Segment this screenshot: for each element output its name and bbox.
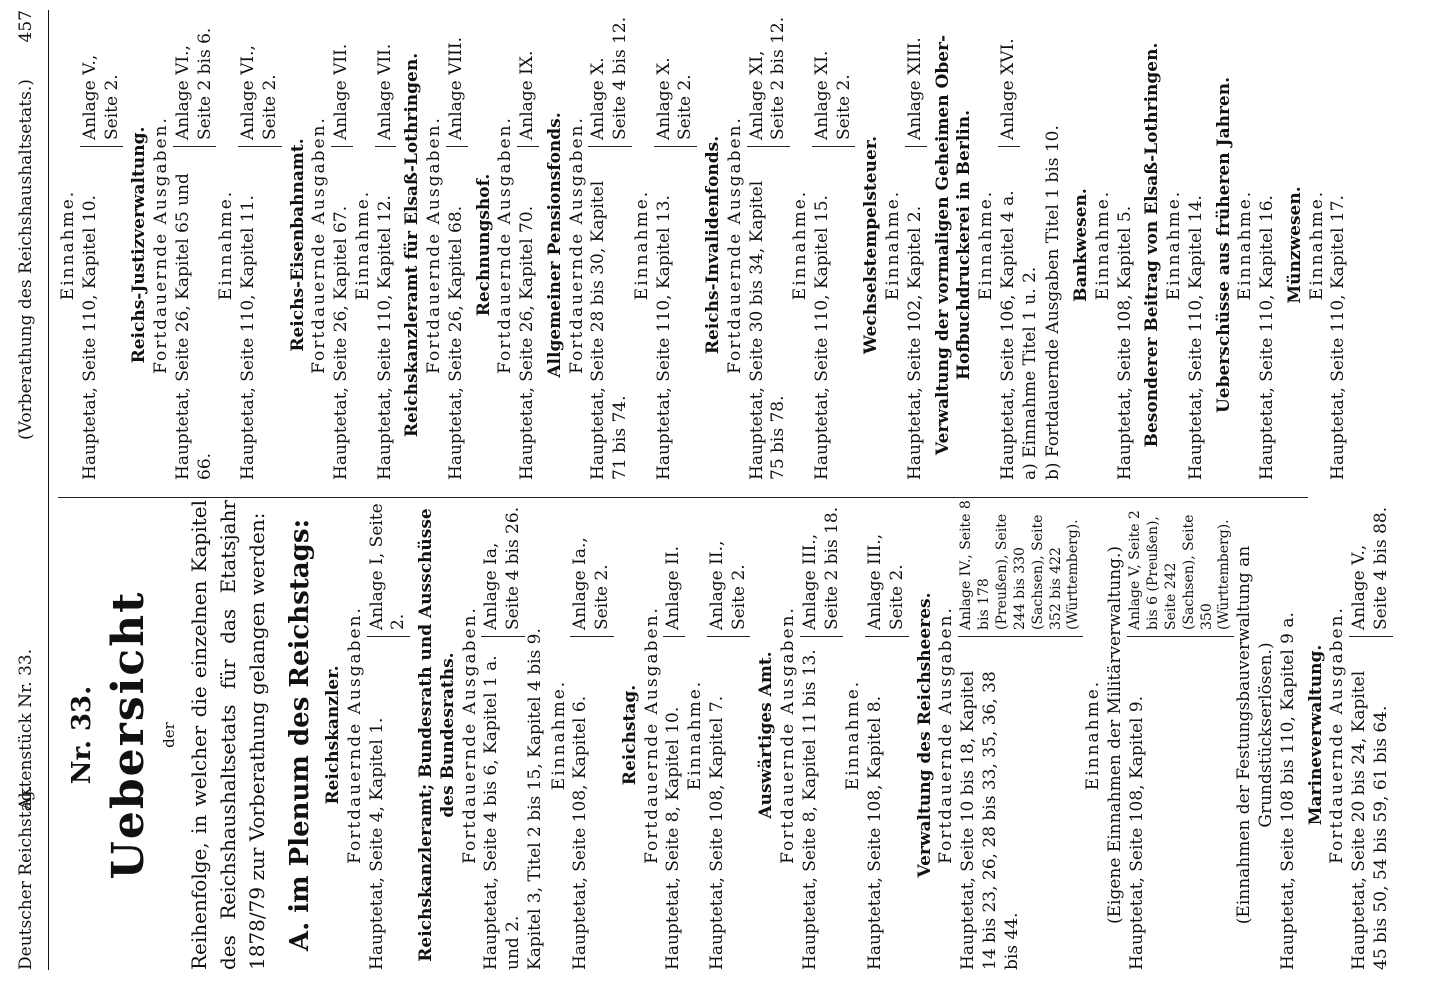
entry-text: Hauptetat, Seite 106, Kapitel 4 a. bbox=[997, 190, 1018, 480]
entry-text: Kapitel 3, Titel 2 bis 15, Kapitel 4 bis 9. bbox=[524, 628, 545, 970]
subheading-fortd: Fortdauernde Ausgaben. bbox=[309, 116, 330, 374]
subheading-fortd: Fortdauernde Ausgaben. bbox=[459, 606, 480, 864]
entry-row bbox=[1349, 500, 1393, 970]
subheading-fortd: Fortdauernde Ausgaben. bbox=[1327, 606, 1348, 864]
entry-row bbox=[446, 10, 468, 480]
entry-anlage: Anlage X. Seite 2. bbox=[654, 10, 698, 147]
heading-ueberschuesse: Ueberschüsse aus früheren Jahren. bbox=[1213, 77, 1234, 414]
subheading-einnahme: Einnahme. bbox=[631, 189, 652, 301]
entry-anlage: Anlage VII. bbox=[375, 10, 397, 147]
subheading-fortd: Fortdauernde Ausgaben. bbox=[151, 116, 171, 374]
doc-number: Nr. 33. bbox=[67, 685, 97, 785]
subheading-einnahme: Einnahme. bbox=[216, 189, 237, 301]
entry-anlage: Anlage VII. bbox=[331, 10, 353, 147]
entry-anlage: Anlage VI., Seite 2. bbox=[238, 10, 282, 147]
subheading-einnahme: Einnahme. bbox=[1235, 189, 1256, 301]
entry-text: Hauptetat, Seite 26, Kapitel 70. bbox=[517, 205, 537, 480]
heading-rechnungshof: Rechnungshof. bbox=[473, 173, 494, 317]
subheading-fortd: Fortdauernde Ausgaben. bbox=[778, 606, 799, 864]
subheading-einnahme: Einnahme. bbox=[58, 189, 78, 301]
heading-muenzwesen: Münzwesen. bbox=[1284, 186, 1305, 304]
entry-row bbox=[173, 10, 217, 480]
header-aktenstueck: Aktenstück Nr. 33. bbox=[16, 648, 36, 810]
entry-text: Hauptetat, Seite 30 bis 34, Kapitel 75 bis 78. bbox=[746, 180, 789, 480]
entry-anlage: Anlage V., Seite 2. bbox=[80, 10, 124, 147]
entry-text: Hauptetat, Seite 108, Kapitel 6. bbox=[570, 695, 591, 970]
entry-row bbox=[1127, 500, 1234, 970]
entry-row bbox=[998, 10, 1020, 480]
subheading-einnahme: Einnahme. bbox=[790, 189, 810, 301]
entry-text: Hauptetat, Seite 28 bis 30, Kapitel 71 bis 74. bbox=[588, 180, 630, 480]
heading-reichsheer: Verwaltung des Reichsheeres. bbox=[914, 592, 935, 878]
entry-row bbox=[375, 10, 397, 480]
heading-invalidenfonds: Reichs-Invalidenfonds. bbox=[703, 135, 723, 355]
entry-row bbox=[331, 10, 353, 480]
entry-row bbox=[707, 500, 751, 970]
note-text: (Einnahmen der Festungsbauverwaltung an Grundstückserlösen.) bbox=[1234, 545, 1277, 925]
entry-anlage: Anlage V., Seite 4 bis 88. bbox=[1349, 500, 1393, 637]
heading-bankwesen: Bankwesen. bbox=[1071, 188, 1091, 302]
subheading-einnahme: Einnahme. bbox=[548, 679, 569, 791]
section-a-heading: A. im Plenum des Reichstags: bbox=[284, 518, 315, 952]
subheading-einnahme: Einnahme. bbox=[883, 189, 903, 301]
entry-row bbox=[654, 10, 698, 480]
entry-row bbox=[80, 10, 124, 480]
entry-anlage: Anlage III., Seite 2. bbox=[865, 500, 909, 637]
entry-text: Hauptetat, Seite 26, Kapitel 68. bbox=[445, 205, 466, 480]
subheading-einnahme: Einnahme. bbox=[976, 189, 996, 301]
entry-text: Hauptetat, Seite 4 bis 6, Kapitel 1 a. und 2. bbox=[481, 655, 524, 970]
entry-anlage: Anlage VI., Seite 2 bis 6. bbox=[173, 10, 217, 147]
entry-text: Hauptetat, Seite 20 bis 24, Kapitel 45 bis 50, 54 bis 59, 61 bis 64. bbox=[1349, 670, 1391, 970]
entry-anlage: Anlage XI. Seite 2. bbox=[812, 10, 856, 147]
entry-anlage: Anlage II. bbox=[663, 500, 685, 637]
entry-row bbox=[481, 500, 525, 970]
entry-text: Hauptetat, Seite 8, Kapitel 11 bis 13. bbox=[799, 649, 820, 970]
entry-text: Hauptetat, Seite 110, Kapitel 11. bbox=[238, 195, 258, 480]
doc-title: Uebersicht bbox=[103, 590, 155, 880]
entry-anlage: Anlage III., Seite 2 bis 18. bbox=[800, 500, 844, 637]
entry-anlage: Anlage I, Seite 2. bbox=[367, 500, 411, 637]
heading-hofbuchdruckerei: Verwaltung der vormaligen Geheimen Ober-Hofbuchdruckerei in Berlin. bbox=[932, 34, 975, 456]
column-right bbox=[58, 10, 1352, 480]
entry-text: b) Fortdauernde Ausgaben Titel 1 bis 10. bbox=[1043, 125, 1064, 480]
entry-anlage: Anlage II., Seite 2. bbox=[707, 500, 751, 637]
entry-text: Hauptetat, Seite 108, Kapitel 5. bbox=[1114, 205, 1135, 480]
heading-beitrag-elsass: Besonderer Beitrag von Elsaß-Lothringen. bbox=[1142, 42, 1163, 448]
entry-anlage: Anlage IV., Seite 8 bis 178 (Preußen), Seite 244 bis 330 (Sachsen), Seite 352 bis 422 (Württemberg). bbox=[958, 500, 1083, 637]
entry-text: Hauptetat, Seite 110, Kapitel 10. bbox=[79, 195, 100, 480]
column-left bbox=[58, 500, 1393, 970]
entry-row bbox=[958, 500, 1083, 970]
heading-justiz: Reichs-Justizverwaltung. bbox=[129, 126, 150, 364]
entry-text: Hauptetat, Seite 10 bis 18, Kapitel 14 bis 23, 26, 28 bis 33, 35, 36, 38 bis 44. bbox=[958, 670, 1022, 970]
entry-text: Hauptetat, Seite 108, Kapitel 9. bbox=[1126, 695, 1147, 970]
entry-anlage: Anlage Ia, Seite 4 bis 26. bbox=[481, 500, 525, 637]
entry-text: a) Einnahme Titel 1 u. 2. bbox=[1019, 266, 1040, 480]
heading-auswaertiges-amt: Auswärtiges Amt. bbox=[756, 651, 777, 819]
subheading-fortd: Fortdauernde Ausgaben. bbox=[724, 116, 745, 374]
subheading-einnahme: Einnahme. bbox=[1092, 189, 1113, 301]
entry-row bbox=[517, 10, 539, 480]
header-reichstag: Deutscher Reichstag. bbox=[16, 785, 36, 970]
entry-row bbox=[663, 500, 685, 970]
entry-row bbox=[238, 10, 282, 480]
heading-reichskanzler: Reichskanzler. bbox=[323, 665, 344, 805]
subheading-fortd: Fortdauernde Ausgaben. bbox=[566, 116, 587, 374]
heading-reichskanzleramt: Reichskanzleramt; Bundesrath und Ausschüsse des Bundesraths. bbox=[416, 508, 458, 962]
entry-text: Hauptetat, Seite 110, Kapitel 13. bbox=[653, 195, 674, 480]
entry-text: Hauptetat, Seite 110, Kapitel 17. bbox=[1328, 195, 1349, 480]
entry-text: Hauptetat, Seite 110, Kapitel 12. bbox=[374, 195, 395, 480]
column-divider bbox=[58, 497, 1308, 498]
entry-row bbox=[905, 10, 927, 480]
subheading-einnahme: Einnahme. bbox=[1083, 679, 1104, 791]
subheading-einnahme: Einnahme. bbox=[1306, 189, 1327, 301]
entry-text: Hauptetat, Seite 108, Kapitel 7. bbox=[706, 695, 727, 970]
entry-text: Hauptetat, Seite 108, Kapitel 8. bbox=[865, 695, 886, 970]
heading-pensionsfonds: Allgemeiner Pensionsfonds. bbox=[544, 112, 565, 378]
entry-anlage: Anlage VIII. bbox=[446, 10, 468, 147]
entry-anlage: Anlage IX. bbox=[517, 10, 539, 147]
entry-text: Hauptetat, Seite 110, Kapitel 15. bbox=[811, 195, 832, 480]
entry-row bbox=[865, 500, 909, 970]
heading-eisenbahnamt: Reichs-Eisenbahnamt. bbox=[287, 138, 308, 352]
entry-text: Hauptetat, Seite 110, Kapitel 16. bbox=[1257, 195, 1277, 480]
entry-anlage: Anlage V, Seite 2 bis 6 (Preußen), Seite 242 (Sachsen), Seite 350 (Württemberg). bbox=[1127, 500, 1234, 637]
note-text: (Eigene Einnahmen der Militärverwaltung.) bbox=[1105, 545, 1126, 925]
entry-row bbox=[570, 500, 614, 970]
entry-text: Hauptetat, Seite 108 bis 110, Kapitel 9 a. bbox=[1277, 612, 1298, 970]
page-header bbox=[10, 10, 49, 970]
intro-text: Reihenfolge, in welcher die einzelnen Kapitel des Reichshaushaltsetats für das Etatsjahr 1878/79 zur Vorberathung gelangen werden: bbox=[186, 500, 269, 970]
subheading-einnahme: Einnahme. bbox=[1164, 189, 1184, 301]
page-number: 457 bbox=[16, 10, 36, 43]
heading-elsass: Reichskanzleramt für Elsaß-Lothringen. bbox=[402, 52, 423, 438]
entry-text: Hauptetat, Seite 8, Kapitel 10. bbox=[663, 706, 684, 970]
entry-text: Hauptetat, Seite 102, Kapitel 2. bbox=[904, 205, 925, 480]
subheading-fortd: Fortdauernde Ausgaben. bbox=[936, 606, 957, 864]
subheading-fortd: Fortdauernde Ausgaben. bbox=[495, 116, 516, 374]
subheading-fortd: Fortdauernde Ausgaben. bbox=[344, 606, 365, 864]
entry-row bbox=[588, 10, 632, 480]
entry-text: Hauptetat, Seite 26, Kapitel 65 und 66. bbox=[172, 173, 215, 480]
heading-reichstag: Reichstag. bbox=[619, 684, 640, 786]
entry-row bbox=[800, 500, 844, 970]
heading-marine: Marineverwaltung. bbox=[1305, 644, 1326, 826]
entry-anlage: Anlage XVI. bbox=[998, 10, 1020, 147]
subheading-einnahme: Einnahme. bbox=[843, 679, 864, 791]
entry-row bbox=[812, 10, 856, 480]
entry-text: Hauptetat, Seite 26, Kapitel 67. bbox=[331, 205, 351, 480]
entry-anlage: Anlage Ia., Seite 2. bbox=[570, 500, 614, 637]
doc-title-der: der bbox=[159, 722, 178, 748]
entry-text: Hauptetat, Seite 110, Kapitel 14. bbox=[1185, 195, 1206, 480]
header-title: (Vorberathung des Reichshaushaltsetats.) bbox=[16, 79, 36, 440]
entry-anlage: Anlage XI, Seite 2 bis 12. bbox=[747, 10, 791, 147]
subheading-fortd: Fortdauernde Ausgaben. bbox=[641, 606, 662, 864]
subheading-fortd: Fortdauernde Ausgaben. bbox=[424, 116, 444, 374]
entry-anlage: Anlage X. Seite 4 bis 12. bbox=[588, 10, 632, 147]
subheading-einnahme: Einnahme. bbox=[352, 189, 373, 301]
subheading-einnahme: Einnahme. bbox=[685, 679, 706, 791]
entry-row bbox=[747, 10, 791, 480]
heading-wechselstempelsteuer: Wechselstempelsteuer. bbox=[861, 135, 882, 355]
entry-row bbox=[367, 500, 411, 970]
entry-anlage: Anlage XIII. bbox=[905, 10, 927, 147]
entry-text: Hauptetat, Seite 4, Kapitel 1. bbox=[366, 717, 387, 970]
